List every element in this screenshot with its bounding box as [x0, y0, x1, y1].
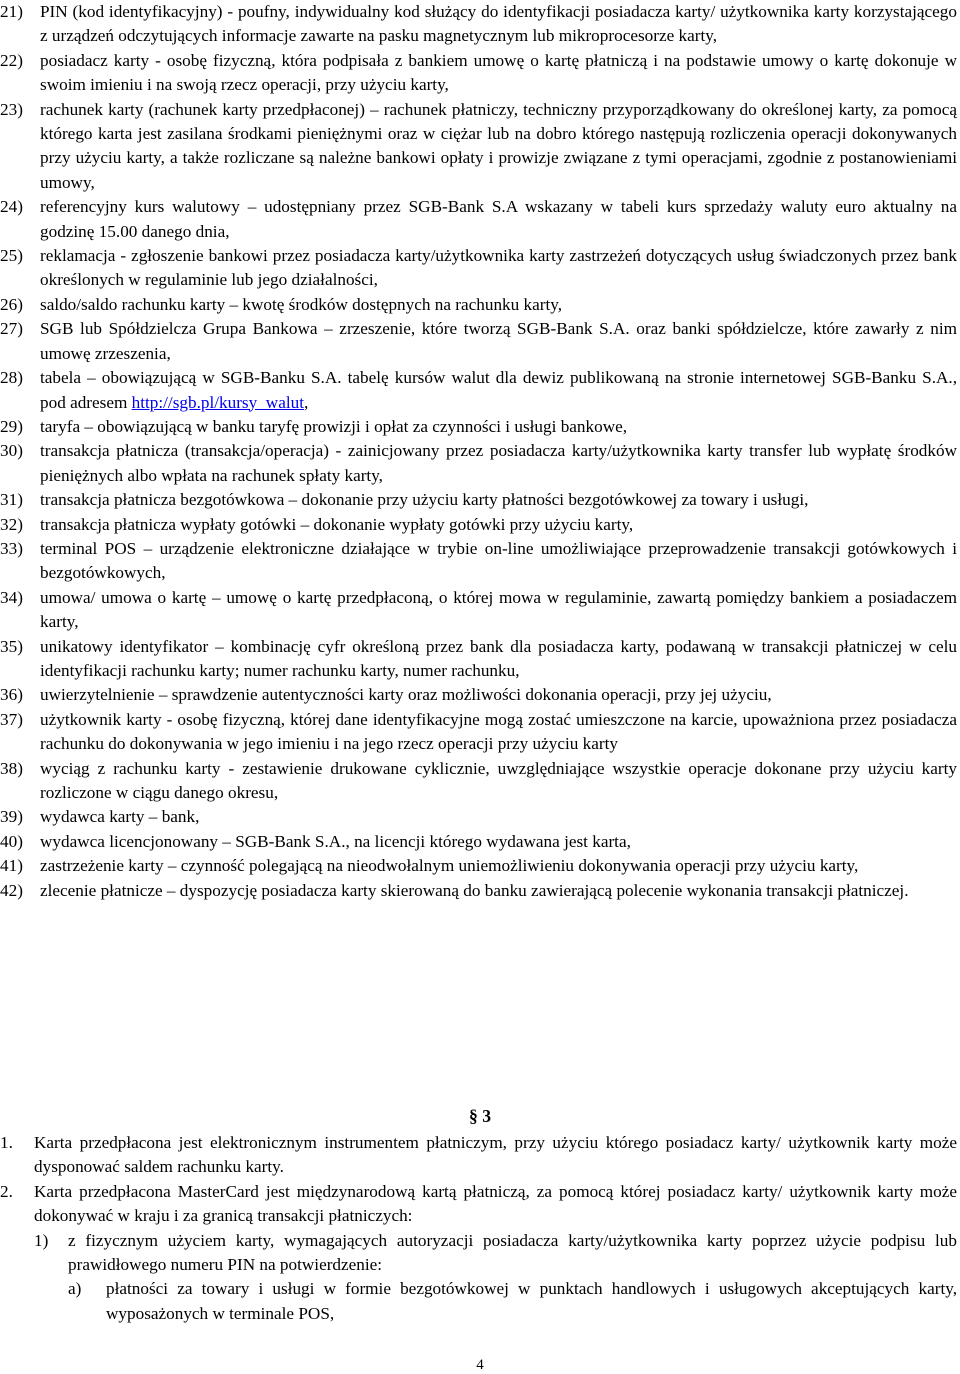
sub-sub-item-text: płatności za towary i usługi w formie bezgotówkowej w punktach handlowych i usługowych akceptujących karty, wyposażonych w terminale POS,	[106, 1279, 957, 1323]
exchange-rates-link[interactable]: http://sgb.pl/kursy_walut	[131, 392, 304, 412]
definition-21	[0, 0, 957, 49]
definition-38	[0, 757, 957, 806]
definition-number: 25)	[0, 246, 23, 266]
definition-number: 32)	[0, 514, 23, 534]
definition-number: 29)	[0, 416, 23, 436]
definition-text: saldo/saldo rachunku karty – kwotę środków dostępnych na rachunku karty,	[40, 294, 563, 314]
definition-text: wyciąg z rachunku karty - zestawienie drukowane cyklicznie, uwzględniające wszystkie operacje dokonane przy użyciu karty rozliczone w ciągu danego okresu,	[40, 758, 957, 802]
definition-41	[0, 854, 957, 878]
definition-number: 30)	[0, 441, 23, 461]
definition-29	[0, 415, 957, 439]
paragraph-number: 1.	[0, 1133, 13, 1152]
paragraph-1	[0, 1131, 957, 1180]
definition-text: referencyjny kurs walutowy – udostępniany przez SGB-Bank S.A wskazany w tabeli kurs sprzedaży waluty euro aktualny na godzinę 15.00 danego dnia,	[40, 197, 957, 241]
definition-text: unikatowy identyfikator – kombinację cyfr określoną przez bank dla posiadacza karty, podawaną w transakcji płatniczej w celu identyfikacji rachunku karty; numer rachunku karty, numer rachunku,	[40, 636, 957, 680]
definition-31	[0, 488, 957, 512]
definition-36	[0, 683, 957, 707]
definition-number: 42)	[0, 880, 23, 900]
page-number: 4	[476, 1357, 484, 1373]
definition-text: posiadacz karty - osobę fizyczną, która podpisała z bankiem umowę o kartę płatniczą i na podstawie umowy o kartę dokonuje w swoim imieniu i na swoją rzecz operacji, przy użyciu karty,	[40, 50, 957, 95]
definition-text: transakcja płatnicza bezgotówkowa – dokonanie przy użyciu karty płatności bezgotówkowej za towary i usługi,	[40, 490, 809, 510]
definition-text: SGB lub Spółdzielcza Grupa Bankowa – zrzeszenie, które tworzą SGB-Bank S.A. oraz banki spółdzielcze, które zawarły z nim umowę zrzeszenia,	[40, 319, 957, 363]
definition-number: 37)	[0, 709, 23, 729]
section-paragraphs	[0, 1131, 957, 1326]
definition-28	[0, 366, 957, 415]
definition-text: rachunek karty (rachunek karty przedpłaconej) – rachunek płatniczy, techniczny przyporządkowany do określonej karty, za pomocą którego karta jest zasilana środkami pieniężnymi oraz w ciężar lub na dobro którego następują rozliczenia operacji dokonywanych przy użyciu karty, a także rozliczane są należne bankowi opłaty i prowizje związane z tymi operacjami, zgodnie z postanowieniami umowy,	[40, 99, 957, 192]
definition-42	[0, 879, 957, 903]
definition-number: 31)	[0, 490, 23, 510]
definition-number: 23)	[0, 99, 23, 119]
definition-23	[0, 98, 957, 196]
definition-text: wydawca karty – bank,	[40, 807, 200, 827]
definition-number: 36)	[0, 685, 23, 705]
paragraph-number: 2.	[0, 1181, 13, 1201]
definition-text: uwierzytelnienie – sprawdzenie autentyczności karty oraz możliwości dokonania operacji, przy jej użyciu,	[40, 685, 772, 705]
definition-34	[0, 586, 957, 635]
definition-text: tabela – obowiązującą w SGB-Banku S.A. tabelę kursów walut dla dewiz publikowaną na stronie internetowej SGB-Banku S.A., pod adresem	[40, 368, 957, 412]
definition-number: 24)	[0, 197, 23, 217]
definition-22	[0, 49, 957, 98]
sub-item-1	[0, 1229, 957, 1278]
definition-number: 39)	[0, 807, 23, 827]
definition-number: 26)	[0, 294, 23, 314]
definition-number: 27)	[0, 319, 23, 339]
definition-number: 21)	[0, 2, 23, 21]
definition-35	[0, 635, 957, 684]
definition-text-end: ,	[304, 392, 309, 412]
paragraph-text: Karta przedpłacona jest elektronicznym instrumentem płatniczym, przy użyciu którego posiadacz karty/ użytkownik karty może dysponować saldem rachunku karty.	[34, 1133, 957, 1177]
definition-text: transakcja płatnicza wypłaty gotówki – dokonanie wypłaty gotówki przy użyciu karty,	[40, 514, 634, 534]
paragraph-text: Karta przedpłacona MasterCard jest międzynarodową kartą płatniczą, za pomocą której posiadacz karty/ użytkownik karty może dokonywać w kraju i za granicą transakcji płatniczych:	[34, 1181, 957, 1226]
definition-text: zastrzeżenie karty – czynność polegającą na nieodwołalnym uniemożliwieniu dokonywania operacji przy użyciu karty,	[40, 856, 859, 876]
sub-item-number: 1)	[34, 1230, 49, 1250]
definition-text: reklamacja - zgłoszenie bankowi przez posiadacza karty/użytkownika karty zastrzeżeń dotyczących usług świadczonych przez bank określonych w regulaminie lub jego działalności,	[40, 246, 957, 290]
definition-25	[0, 244, 957, 293]
definition-text: użytkownik karty - osobę fizyczną, której dane identyfikacyjne mogą zostać umieszczone na karcie, upoważniona przez posiadacza rachunku do dokonywania w jego imieniu i na jego rzecz operacji przy użyciu karty	[40, 709, 957, 754]
definition-27	[0, 317, 957, 366]
definition-24	[0, 195, 957, 244]
sub-sub-item-a	[0, 1277, 957, 1326]
definition-number: 28)	[0, 368, 23, 388]
definition-text: PIN (kod identyfikacyjny) - poufny, indywidualny kod służący do identyfikacji posiadacza karty/ użytkownika karty korzystającego z urządzeń odczytujących informacje zawarte na pasku magnetycznym lub mikroprocesorze karty,	[40, 2, 957, 46]
definition-37	[0, 708, 957, 757]
definition-text: terminal POS – urządzenie elektroniczne działające w trybie on-line umożliwiające przeprowadzenie transakcji gotówkowych i bezgotówkowych,	[40, 538, 957, 583]
definition-text: taryfa – obowiązującą w banku taryfę prowizji i opłat za czynności i usługi bankowe,	[40, 416, 628, 436]
definition-30	[0, 439, 957, 488]
definition-40	[0, 830, 957, 854]
sub-item-text: z fizycznym użyciem karty, wymagających autoryzacji posiadacza karty/użytkownika karty poprzez użycie podpisu lub prawidłowego numeru PIN na potwierdzenie:	[68, 1230, 957, 1275]
sub-sub-item-letter: a)	[68, 1279, 82, 1299]
definition-number: 40)	[0, 831, 23, 851]
definition-number: 35)	[0, 636, 23, 656]
section-heading: § 3	[469, 1106, 491, 1126]
paragraph-2	[0, 1180, 957, 1229]
definition-text: umowa/ umowa o kartę – umowę o kartę przedpłaconą, o której mowa w regulaminie, zawartą pomiędzy bankiem a posiadaczem karty,	[40, 587, 957, 632]
definition-number: 33)	[0, 538, 23, 558]
definition-32	[0, 513, 957, 537]
definition-text: transakcja płatnicza (transakcja/operacja) - zainicjowany przez posiadacza karty/użytkownika karty transfer lub wypłatę środków pieniężnych albo wpłata na rachunek spłaty karty,	[40, 441, 957, 485]
definition-number: 41)	[0, 856, 23, 876]
definition-text: wydawca licencjonowany – SGB-Bank S.A., na licencji którego wydawana jest karta,	[40, 831, 631, 851]
definition-text: zlecenie płatnicze – dyspozycję posiadacza karty skierowaną do banku zawierającą polecenie wykonania transakcji płatniczej.	[40, 880, 909, 900]
definition-39	[0, 805, 957, 829]
definition-26	[0, 293, 957, 317]
definition-33	[0, 537, 957, 586]
definition-number: 22)	[0, 50, 23, 70]
definition-number: 34)	[0, 587, 23, 607]
definition-number: 38)	[0, 758, 23, 778]
